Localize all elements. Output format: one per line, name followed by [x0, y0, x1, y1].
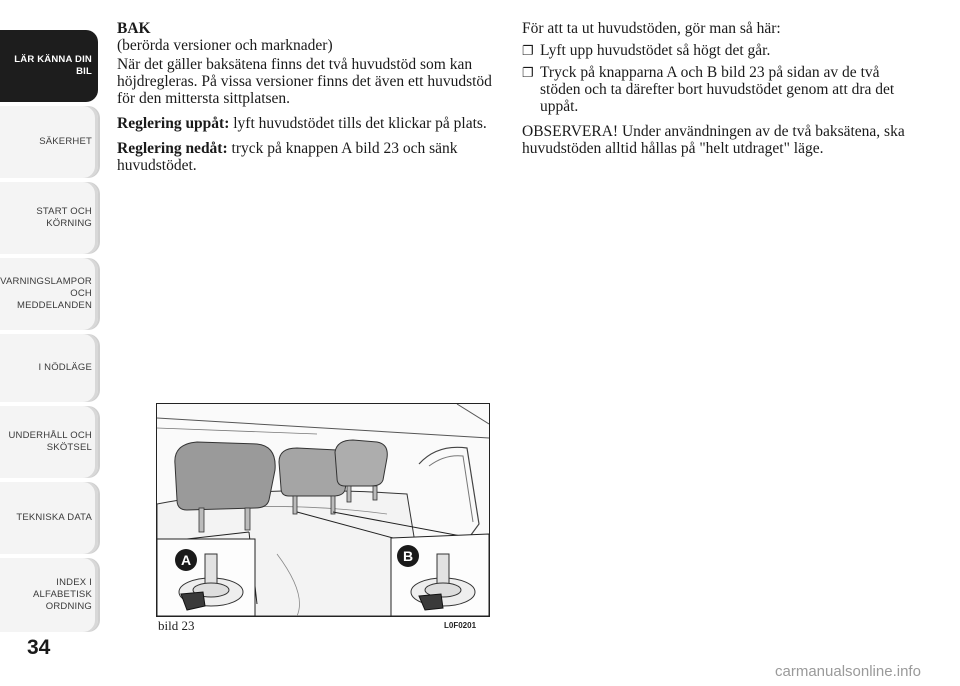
- page-number: 34: [27, 636, 51, 659]
- adjust-down-paragraph: [117, 140, 502, 174]
- detail-inset-a: [157, 539, 255, 616]
- watermark: carmanualsonline.info: [775, 663, 921, 680]
- section-subheading: (berörda versioner och marknader): [117, 37, 333, 54]
- tab-lar-kanna-din-bil[interactable]: LÄR KÄNNA DIN BIL: [0, 30, 98, 102]
- adjust-up-text: lyft huvudstödet tills det klickar på plats.: [229, 115, 487, 132]
- text-column-left: [117, 20, 502, 182]
- figure-headrests: [156, 403, 490, 617]
- tab-tekniska-data[interactable]: TEKNISKA DATA: [0, 482, 98, 554]
- tab-i-nodlage[interactable]: I NÖDLÄGE: [0, 334, 98, 402]
- removal-intro: För att ta ut huvudstöden, gör man så här:: [522, 20, 781, 37]
- intro-paragraph: När det gäller baksätena finns det två huvudstöd som kan höjdregleras. På vissa versioner finns det även ett huvudstöd för den mittersta sittplatsen.: [117, 56, 492, 107]
- adjust-down-label: Reglering nedåt:: [117, 140, 228, 157]
- list-item: ❐ Tryck på knapparna A och B bild 23 på sidan av de två stöden och ta därefter bort huvudstödet genom att dra det uppåt.: [522, 64, 922, 115]
- callout-b-label: B: [402, 548, 414, 564]
- tab-index[interactable]: INDEX I ALFABETISK ORDNING: [0, 558, 98, 632]
- tab-underhall-och-skotsel[interactable]: UNDERHÅLL OCH SKÖTSEL: [0, 406, 98, 478]
- text-column-right: [522, 20, 922, 165]
- headrest-illustration: [157, 404, 489, 616]
- section-heading: BAK: [117, 20, 151, 37]
- adjust-up-label: Reglering uppåt:: [117, 115, 230, 132]
- tab-start-och-korning[interactable]: START OCH KÖRNING: [0, 182, 98, 254]
- tab-varningslampor[interactable]: VARNINGSLAMPOR OCH MEDDELANDEN: [0, 258, 98, 330]
- tab-sakerhet[interactable]: SÄKERHET: [0, 106, 98, 178]
- figure-caption: bild 23: [158, 618, 195, 633]
- chapter-sidebar: [0, 0, 100, 640]
- list-item: ❐ Lyft upp huvudstödet så högt det går.: [522, 42, 922, 59]
- adjust-up-paragraph: [117, 115, 502, 132]
- adjust-down-text: tryck på knappen A bild 23 och sänk huvudstödet.: [117, 140, 458, 174]
- figure-code: L0F0201: [444, 621, 477, 630]
- callout-a-label: A: [180, 552, 192, 568]
- note-paragraph: OBSERVERA! Under användningen av de två baksätena, ska huvudstöden alltid hållas på "helt utdraget" läge.: [522, 123, 905, 157]
